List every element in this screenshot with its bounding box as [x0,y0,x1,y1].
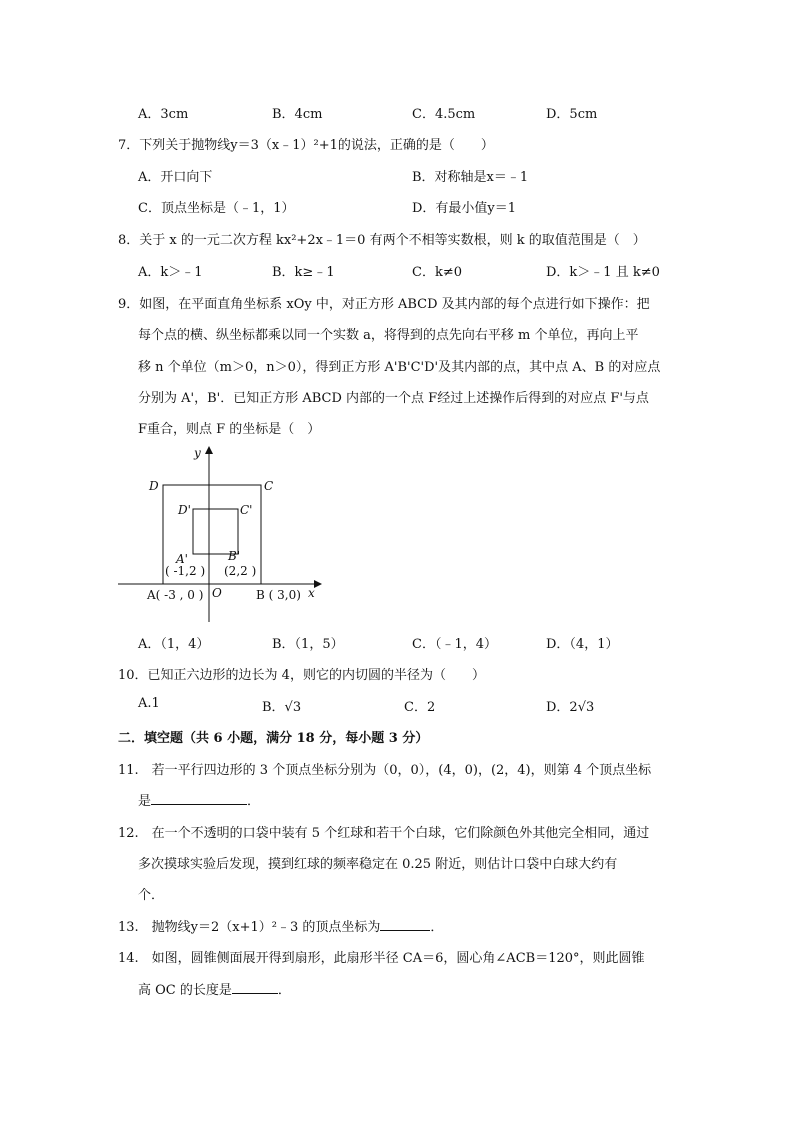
q6-option-c: C．4.5cm [412,107,476,122]
section-2-title: 二．填空题（共 6 小题，满分 18 分，每小题 3 分） [118,731,429,746]
q10-option-c: C．2 [404,700,436,715]
q10-option-a: A.1 [138,696,160,711]
label-c-prime: C' [240,503,253,517]
q7-stem: 7．下列关于抛物线y＝3（x﹣1）²+1的说法，正确的是（ ） [118,138,494,153]
origin-label: O [212,586,222,600]
q10-option-d: D．2√3 [546,700,595,715]
q6-option-a: A．3cm [138,107,189,122]
q12-line-1: 12. 在一个不透明的口袋中装有 5 个红球和若干个白球，它们除颜色外其他完全相同，通过 [118,826,650,841]
q14-suffix: ． [277,983,291,998]
q13-text: 13. 抛物线y＝2（x+1）²﹣3 的顶点坐标为 [118,920,381,935]
coord-b: B ( 3,0) [256,588,301,602]
x-axis-arrow [314,580,322,588]
x-axis-label: x [308,586,315,600]
q11-suffix: ． [247,794,261,809]
q9-line-5: F重合，则点 F 的坐标是（ ） [138,422,321,437]
q8-option-b: B．k≥﹣1 [272,265,335,280]
q14-text: 高 OC 的长度是 [138,983,232,998]
q14-line-2 [138,979,291,998]
q13-suffix: ． [430,920,444,935]
label-d: D [149,479,159,493]
square-abcd-prime [193,509,238,554]
label-a-prime: A' [176,552,188,566]
q11-line-1: 11. 若一平行四边形的 3 个顶点坐标分别为（0，0），(4，0)，(2，4)，则第 4 个顶点坐标 [118,763,652,778]
q9-option-c: C．（﹣1，4） [412,637,497,652]
q7-option-c: C．顶点坐标是（﹣1，1） [138,201,295,216]
q10-option-b: B．√3 [262,700,302,715]
q12-line-2: 多次摸球实验后发现，摸到红球的频率稳定在 0.25 附近，则估计口袋中白球大约有 [138,857,618,872]
q9-option-d: D．（4，1） [546,637,619,652]
q9-line-1: 9．如图，在平面直角坐标系 xOy 中，对正方形 ABCD 及其内部的每个点进行如下操作：把 [118,297,650,312]
label-d-prime: D' [178,503,191,517]
q6-option-d: D．5cm [546,107,598,122]
q9-option-a: A．（1，4） [138,637,210,652]
q9-line-2: 每个点的横、纵坐标都乘以同一个实数 a，将得到的点先向右平移 m 个单位，再向上平 [138,328,639,343]
q9-line-4: 分别为 A'，B'．已知正方形 ABCD 内部的一个点 F经过上述操作后得到的对应点 F'与点 [138,391,649,406]
q7-option-b: B．对称轴是x＝﹣1 [412,170,529,185]
q14-answer-blank[interactable] [232,981,278,994]
q14-line-1: 14. 如图，圆锥侧面展开得到扇形，此扇形半径 CA＝6，圆心角∠ACB＝120°，则此圆锥 [118,951,645,966]
q11-prefix: 是 [138,794,152,809]
q8-option-c: C．k≠0 [412,265,462,280]
q9-option-b: B．（1，5） [272,637,344,652]
q8-option-d: D．k＞﹣1 且 k≠0 [546,265,660,280]
label-b-prime: B' [228,549,241,563]
q12-line-3: 个． [138,888,165,903]
q9-line-3: 移 n 个单位（m＞0，n＞0），得到正方形 A'B'C'D'及其内部的点，其中点 A、B 的对应点 [138,360,661,375]
q13-answer-blank[interactable] [380,918,430,931]
q11-answer-blank[interactable] [151,792,247,805]
q10-stem: 10．已知正六边形的边长为 4，则它的内切圆的半径为（ ） [118,668,485,683]
q7-option-a: A．开口向下 [138,170,213,185]
q11-line-2 [138,790,260,809]
q6-option-b: B．4cm [272,107,323,122]
coord-a-prime: ( -1,2 ) [165,564,206,578]
q13-line [118,916,443,935]
y-axis-label: y [194,446,201,460]
coord-a: A( -3 , 0 ) [147,588,204,602]
q8-stem: 8．关于 x 的一元二次方程 kx²+2x﹣1＝0 有两个不相等实数根，则 k 的取值范围是（ ） [118,233,646,248]
label-c: C [264,479,274,493]
q9-figure [118,440,328,625]
q7-option-d: D．有最小值y＝1 [412,201,517,216]
y-axis-arrow [205,446,213,454]
q8-option-a: A．k＞﹣1 [138,265,203,280]
coord-b-prime: (2,2 ) [224,564,257,578]
